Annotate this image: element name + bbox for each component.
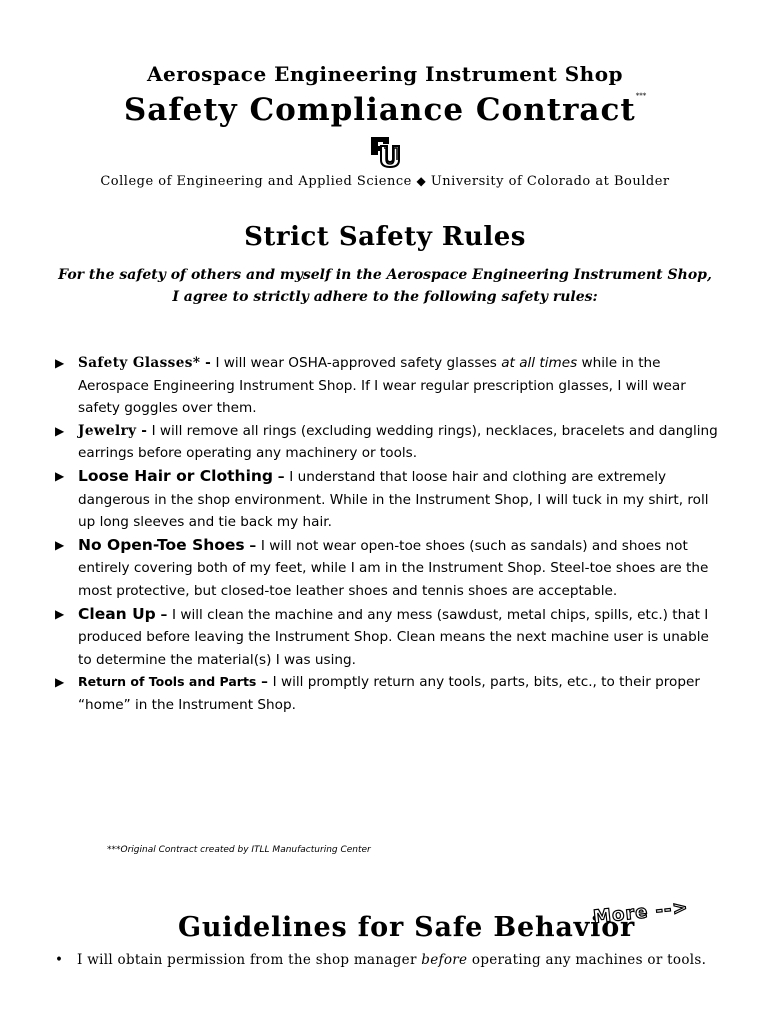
rule-heading: No Open-Toe Shoes	[78, 535, 245, 554]
rule-heading: Jewelry	[78, 422, 137, 439]
rule-loose-hair-clothing	[55, 465, 725, 534]
rule-heading: Loose Hair or Clothing	[78, 466, 274, 485]
rule-text: I will clean the machine and any mess (sawdust, metal chips, spills, etc.) that I produced before leaving the Instrument Shop. Clean means the next machine user is unable to determine the material(s) I was using.	[78, 606, 709, 668]
original-contract-footnote: ***Original Contract created by ITLL Manufacturing Center	[107, 845, 371, 855]
title-footnote-mark: ***	[635, 92, 647, 100]
rules-intro	[0, 264, 770, 308]
rule-heading: Safety Glasses*	[78, 355, 201, 371]
university-name: University of Colorado at Boulder	[430, 174, 670, 189]
cu-logo-icon	[368, 134, 402, 168]
rule-dash: –	[256, 674, 273, 691]
rules-intro-line-2: I agree to strictly adhere to the following safety rules:	[172, 289, 598, 305]
rule-dash: –	[244, 537, 261, 554]
rule-open-toe-shoes	[55, 534, 725, 603]
guideline-text-continued: operating any machines or tools.	[467, 952, 707, 968]
rule-dash: –	[273, 468, 290, 485]
rule-text: I will promptly return any tools, parts, bits, etc., to their proper “home” in the Instrument Shop.	[78, 674, 700, 713]
right-triangle-icon: ▶	[55, 675, 65, 690]
rule-text-continued: while in the Aerospace Engineering Instrument Shop. If I wear regular prescription glasses, I will wear safety goggles over them.	[78, 355, 686, 417]
rule-dash: –	[155, 606, 173, 623]
rules-intro-line-1: For the safety of others and myself in the Aerospace Engineering Instrument Shop,	[58, 267, 712, 283]
rule-emphasis: at all times	[501, 355, 578, 371]
guideline-emphasis: before	[421, 952, 468, 968]
rule-jewelry	[55, 420, 725, 465]
college-name: College of Engineering and Applied Science	[100, 174, 412, 189]
guideline-text: I will obtain permission from the shop manager	[77, 952, 422, 968]
right-triangle-icon: ▶	[55, 356, 65, 370]
college-line	[0, 174, 770, 189]
rules-section-title: Strict Safety Rules	[244, 222, 526, 252]
rule-text: I will remove all rings (excluding wedding rings), necklaces, bracelets and dangling earrings before operating any machinery or tools.	[78, 422, 718, 462]
shop-name: Aerospace Engineering Instrument Shop	[146, 62, 624, 86]
rule-return-tools	[55, 671, 725, 716]
rule-text: I understand that loose hair and clothing are extremely dangerous in the shop environment. While in the Instrument Shop, I will tuck in my shirt, roll up long sleeves and tie back my hair.	[78, 468, 709, 531]
right-triangle-icon: ▶	[55, 537, 65, 552]
right-triangle-icon: ▶	[55, 423, 65, 438]
bullet-icon: •	[55, 952, 64, 968]
guidelines-title: Guidelines for Safe Behavior	[178, 912, 636, 943]
rule-text: I will not wear open-toe shoes (such as sandals) and shoes not entirely covering both of my feet, while I am in the Instrument Shop. Steel-toe shoes are the most protective, but closed-toe leather shoes and tennis shoes are acceptable.	[78, 537, 709, 599]
contract-title	[0, 92, 770, 128]
cu-logo	[0, 134, 770, 170]
rule-safety-glasses	[55, 352, 725, 420]
rule-text: I will wear OSHA-approved safety glasses	[215, 355, 502, 371]
guideline-item	[55, 952, 706, 968]
rule-heading: Return of Tools and Parts	[78, 674, 257, 690]
rule-heading: Clean Up	[78, 604, 156, 623]
rule-clean-up	[55, 603, 725, 672]
rule-dash: -	[200, 355, 216, 371]
right-triangle-icon: ▶	[55, 606, 65, 621]
rule-dash: -	[136, 422, 152, 439]
contract-title-text: Safety Compliance Contract	[123, 92, 636, 128]
safety-rules-list	[55, 352, 725, 717]
more-link[interactable]: More -->	[592, 897, 690, 928]
right-triangle-icon: ▶	[55, 468, 65, 483]
diamond-separator-icon: ◆	[416, 174, 427, 188]
